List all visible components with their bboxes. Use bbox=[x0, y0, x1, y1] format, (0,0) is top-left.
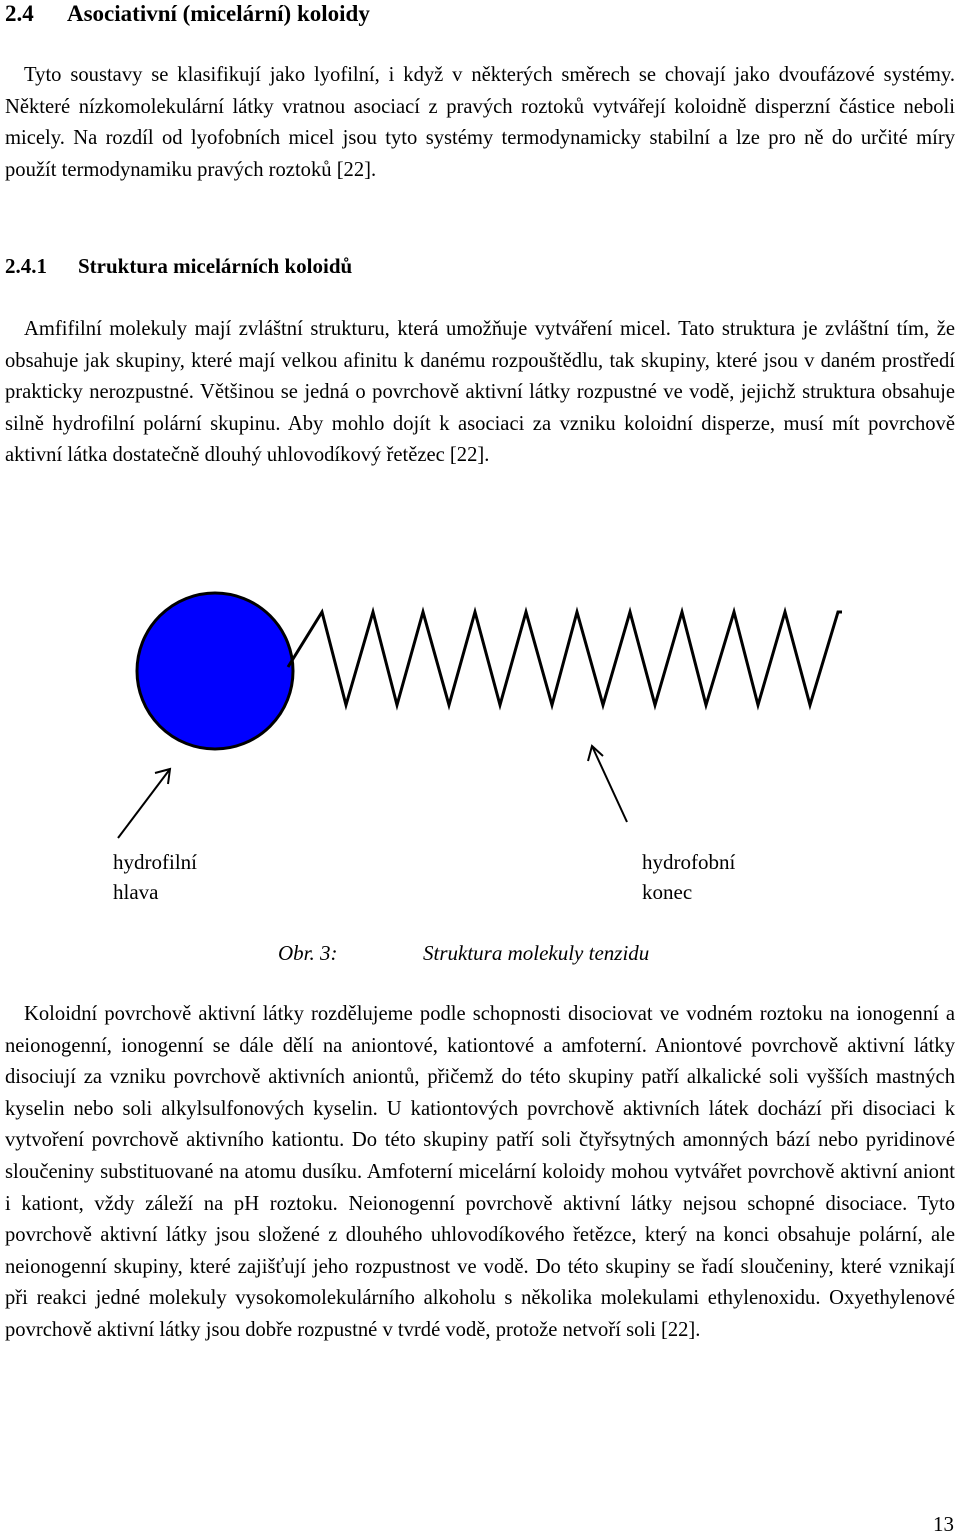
section-title: Asociativní (micelární) koloidy bbox=[67, 1, 370, 26]
figure-caption-number: Obr. 3: bbox=[278, 941, 338, 965]
figure-caption-text: Struktura molekuly tenzidu bbox=[423, 941, 650, 965]
label-tail-line2: konec bbox=[642, 880, 693, 904]
label-head-line1: hydrofilní bbox=[113, 850, 197, 874]
subsection-number: 2.4.1 bbox=[5, 254, 47, 278]
section-heading bbox=[5, 0, 370, 28]
label-tail-line1: hydrofobní bbox=[642, 850, 736, 874]
paragraph-structure: Amfifilní molekuly mají zvláštní strukturu, která umožňuje vytváření micel. Tato struktura je zvláštní tím, že obsahuje jak skupiny, které mají velkou afinitu k danému rozpouštědlu, tak skupiny, které jsou v daném prostředí prakticky nerozpustné. Většinou se jedná o povrchově aktivní látky rozpustné ve vodě, jejichž struktura obsahuje silně hydrofilní polární skupinu. Aby mohlo dojít k asociaci za vzniku koloidní disperze, musí mít povrchově aktivní látka dostatečně dlouhý uhlovodíkový řetězec [22]. bbox=[5, 318, 955, 467]
hydrophilic-head-circle bbox=[137, 593, 293, 749]
tail-pointer-arrow bbox=[592, 746, 627, 822]
page-number: 13 bbox=[933, 1512, 954, 1536]
head-pointer-arrow bbox=[118, 769, 170, 838]
subsection-title: Struktura micelárních koloidů bbox=[78, 254, 353, 278]
paragraph-classification: Koloidní povrchově aktivní látky rozdělujeme podle schopnosti disociovat ve vodném roztoku na ionogenní a neionogenní, ionogenní se dále dělí na aniontové, kationtové a amfoterní. Aniontové povrchově aktivní látky disociují za vzniku povrchově aktivních aniontů, přičemž do této skupiny patří alkalické soli vyšších mastných kyselin nebo soli alkylsulfonových kyselin. U kationtových povrchově aktivních látek dochází při disociaci k vytvoření povrchově aktivního kationtu. Do této skupiny patří soli čtyřsytných amonných bází nebo pyridinové sloučeniny substituované na atomu dusíku. Amfoterní micelární koloidy mohou vytvářet povrchově aktivní aniont i kationt, vždy záleží na pH roztoku. Neionogenní povrchově aktivní látky nejsou schopné disociace. Tyto povrchově aktivní látky jsou složené z dlouhého uhlovodíkového řetězce, který na konci obsahuje polární, ale neionogenní skupiny, které zajišťují jeho rozpustnost ve vodě. Do této skupiny se řadí sloučeniny, které vznikají při reakci jedné molekuly vysokomolekulárního alkoholu s několika molekulami ethylenoxidu. Oxyethylenové povrchově aktivní látky jsou dobře rozpustné v tvrdé vodě, protože netvoří soli [22]. bbox=[5, 1003, 955, 1341]
surfactant-molecule-figure bbox=[0, 560, 960, 850]
label-hydrophilic-head bbox=[113, 847, 197, 907]
subsection-heading bbox=[5, 252, 352, 280]
label-hydrophobic-tail bbox=[642, 847, 735, 907]
paragraph-intro: Tyto soustavy se klasifikují jako lyofilní, i když v některých směrech se chovají jako dvoufázové systémy. Některé nízkomolekulární látky vratnou asociací z pravých roztoků vytvářejí koloidně disperzní částice neboli micely. Na rozdíl od lyofobních micel jsou tyto systémy termodynamicky stabilní a lze pro ně do určité míry použít termodynamiku pravých roztoků [22]. bbox=[5, 64, 955, 181]
hydrophobic-tail-zigzag bbox=[288, 612, 842, 705]
section-number: 2.4 bbox=[5, 1, 34, 26]
label-head-line2: hlava bbox=[113, 880, 159, 904]
